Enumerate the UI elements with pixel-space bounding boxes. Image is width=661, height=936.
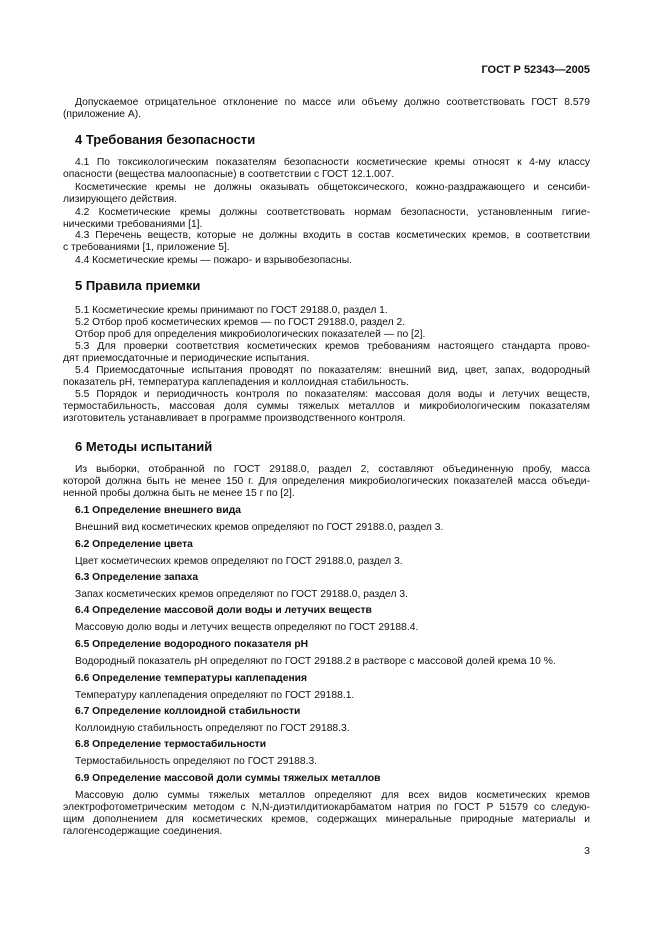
paragraph-line: щим дополнением для косметических кремов, содержащих минеральные природные материалы и: [63, 814, 590, 825]
subsection-heading: 6.3 Определение запаха: [75, 572, 199, 583]
paragraph-line: Термостабильность определяют по ГОСТ 29188.3.: [75, 756, 318, 767]
paragraph-line: 5.1 Косметические кремы принимают по ГОСТ 29188.0, раздел 1.: [75, 305, 388, 316]
paragraph-line: лизирующего действия.: [63, 194, 177, 205]
paragraph-line: с требованиями [1, приложение 5].: [63, 242, 230, 253]
paragraph-line: Коллоидную стабильность определяют по ГОСТ 29188.3.: [75, 723, 350, 734]
paragraph-line: Водородный показатель pH определяют по ГОСТ 29188.2 в растворе с массовой долей крема 10 %.: [75, 656, 556, 667]
paragraph-line: термостабильность, массовая доля суммы тяжелых металлов и микробиологическим показателям: [63, 401, 590, 412]
paragraph-line: изготовитель устанавливает в программе производственного контроля.: [63, 413, 406, 424]
paragraph-line: Допускаемое отрицательное отклонение по массе или объему должно соответствовать ГОСТ 8.579: [75, 97, 590, 108]
paragraph-line: 5.3 Для проверки соответствия косметических кремов требованиям настоящего стандарта прово-: [75, 341, 590, 352]
paragraph-line: Массовую долю воды и летучих веществ определяют по ГОСТ 29188.4.: [75, 622, 419, 633]
subsection-heading: 6.6 Определение температуры каплепадения: [75, 673, 307, 684]
paragraph-line: Косметические кремы не должны оказывать общетоксического, кожно-раздражающего и сенсиби-: [75, 182, 590, 193]
subsection-heading: 6.9 Определение массовой доли суммы тяжелых металлов: [75, 773, 381, 784]
paragraph-line: Цвет косметических кремов определяют по ГОСТ 29188.0, раздел 3.: [75, 556, 403, 567]
subsection-heading: 6.5 Определение водородного показателя pH: [75, 639, 309, 650]
paragraph-line: опасности (вещества малоопасные) в соответствии с ГОСТ 12.1.007.: [63, 169, 395, 180]
paragraph-line: 4.4 Косметические кремы — пожаро- и взрывобезопасны.: [75, 255, 352, 266]
paragraph-line: 5.4 Приемосдаточные испытания проводят по показателям: внешний вид, цвет, запах, водородный: [75, 365, 590, 376]
paragraph-line: 4.1 По токсикологическим показателям безопасности косметические кремы относят к 4-му классу: [75, 157, 590, 168]
paragraph-line: Массовую долю суммы тяжелых металлов определяют для всех видов косметических кремов: [75, 790, 590, 801]
paragraph-line: 4.3 Перечень веществ, которые не должны входить в состав косметических кремов, в соответствии: [75, 230, 590, 241]
paragraph-line: 5.2 Отбор проб косметических кремов — по ГОСТ 29188.0, раздел 2.: [75, 317, 406, 328]
section-heading-5: 5 Правила приемки: [75, 278, 201, 293]
page-number: 3: [584, 845, 590, 857]
paragraph-line: показатель pH, температура каплепадения и коллоидная стабильность.: [63, 377, 409, 388]
paragraph-line: Запах косметических кремов определяют по ГОСТ 29188.0, раздел 3.: [75, 589, 408, 600]
paragraph-line: Отбор проб для определения микробиологических показателей — по [2].: [75, 329, 426, 340]
paragraph-line: дят приемосдаточные и периодические испытания.: [63, 353, 310, 364]
section-heading-4: 4 Требования безопасности: [75, 132, 256, 147]
paragraph-line: 4.2 Косметические кремы должны соответствовать нормам безопасности, установленным гигие-: [75, 207, 590, 218]
paragraph-line: (приложение А).: [63, 109, 142, 120]
subsection-heading: 6.7 Определение коллоидной стабильности: [75, 706, 301, 717]
paragraph-line: Внешний вид косметических кремов определяют по ГОСТ 29188.0, раздел 3.: [75, 522, 444, 533]
paragraph-line: ническими требованиями [1].: [63, 219, 203, 230]
paragraph-line: электрофотометрическим методом с N,N-диэтилдитиокарбаматом натрия по ГОСТ Р 51579 со следую-: [63, 802, 590, 813]
paragraph-line: Температуру каплепадения определяют по ГОСТ 29188.1.: [75, 690, 355, 701]
subsection-heading: 6.4 Определение массовой доли воды и летучих веществ: [75, 605, 372, 616]
paragraph-line: которой должна быть не менее 150 г. Для определения микробиологических показателей масса объеди-: [63, 476, 590, 487]
document-code-header: ГОСТ Р 52343—2005: [481, 64, 590, 76]
paragraph-line: Из выборки, отобранной по ГОСТ 29188.0, раздел 2, составляют объединенную пробу, масса: [75, 464, 590, 475]
paragraph-line: 5.5 Порядок и периодичность контроля по показателям: массовая доля воды и летучих веществ,: [75, 389, 590, 400]
paragraph-line: галогенсодержащие соединения.: [63, 826, 223, 837]
section-heading-6: 6 Методы испытаний: [75, 439, 213, 454]
subsection-heading: 6.1 Определение внешнего вида: [75, 505, 241, 516]
paragraph-line: ненной пробы должна быть не менее 15 г по [2].: [63, 488, 295, 499]
subsection-heading: 6.8 Определение термостабильности: [75, 739, 267, 750]
subsection-heading: 6.2 Определение цвета: [75, 539, 193, 550]
